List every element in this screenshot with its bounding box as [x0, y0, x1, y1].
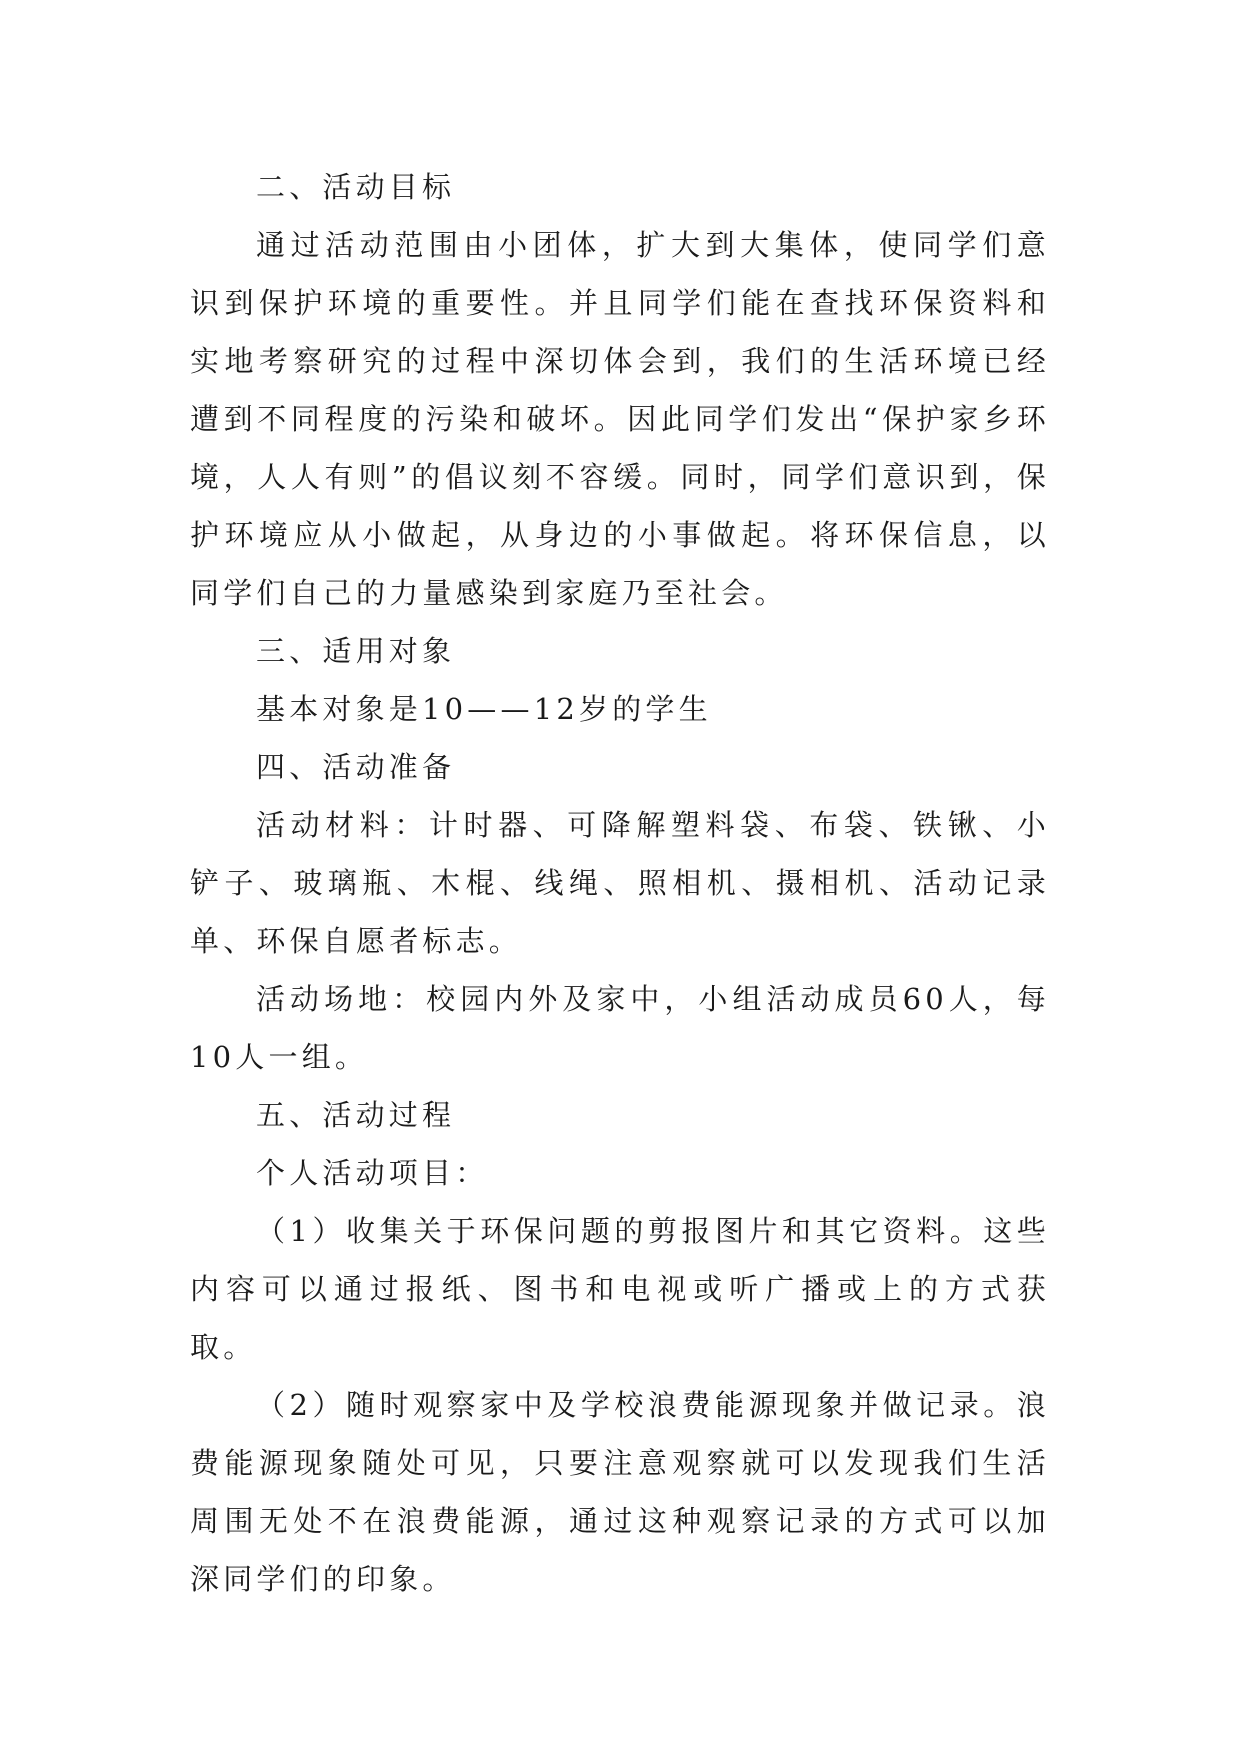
paragraph-materials: 活动材料：计时器、可降解塑料袋、布袋、铁锹、小铲子、玻璃瓶、木棍、线绳、照相机、摄相机、活动记录单、环保自愿者标志。: [190, 808, 1050, 958]
paragraph-venue: 活动场地：校园内外及家中，小组活动成员60人，每10人一组。: [190, 982, 1050, 1074]
paragraph-individual-activities: 个人活动项目：: [256, 1156, 489, 1190]
list-item-2: （2）随时观察家中及学校浪费能源现象并做记录。浪费能源现象随处可见，只要注意观察就可以发现我们生活周围无处不在浪费能源，通过这种观察记录的方式可以加深同学们的印象。: [190, 1388, 1050, 1596]
paragraph-goals: 通过活动范围由小团体，扩大到大集体，使同学们意识到保护环境的重要性。并且同学们能在查找环保资料和实地考察研究的过程中深切体会到，我们的生活环境已经遭到不同程度的污染和破坏。因此同学们发出“保护家乡环境，人人有则”的倡议刻不容缓。同时，同学们意识到，保护环境应从小做起，从身边的小事做起。将环保信息，以同学们自己的力量感染到家庭乃至社会。: [190, 228, 1050, 610]
section-heading-process: 五、活动过程: [256, 1098, 456, 1132]
section-heading-target: 三、适用对象: [256, 634, 456, 668]
paragraph-target: 基本对象是10——12岁的学生: [256, 692, 712, 726]
section-heading-preparation: 四、活动准备: [256, 750, 456, 784]
document-body: [190, 158, 1050, 1608]
section-heading-goals: 二、活动目标: [256, 170, 456, 204]
list-item-1: （1）收集关于环保问题的剪报图片和其它资料。这些内容可以通过报纸、图书和电视或听广播或上的方式获取。: [190, 1214, 1050, 1364]
